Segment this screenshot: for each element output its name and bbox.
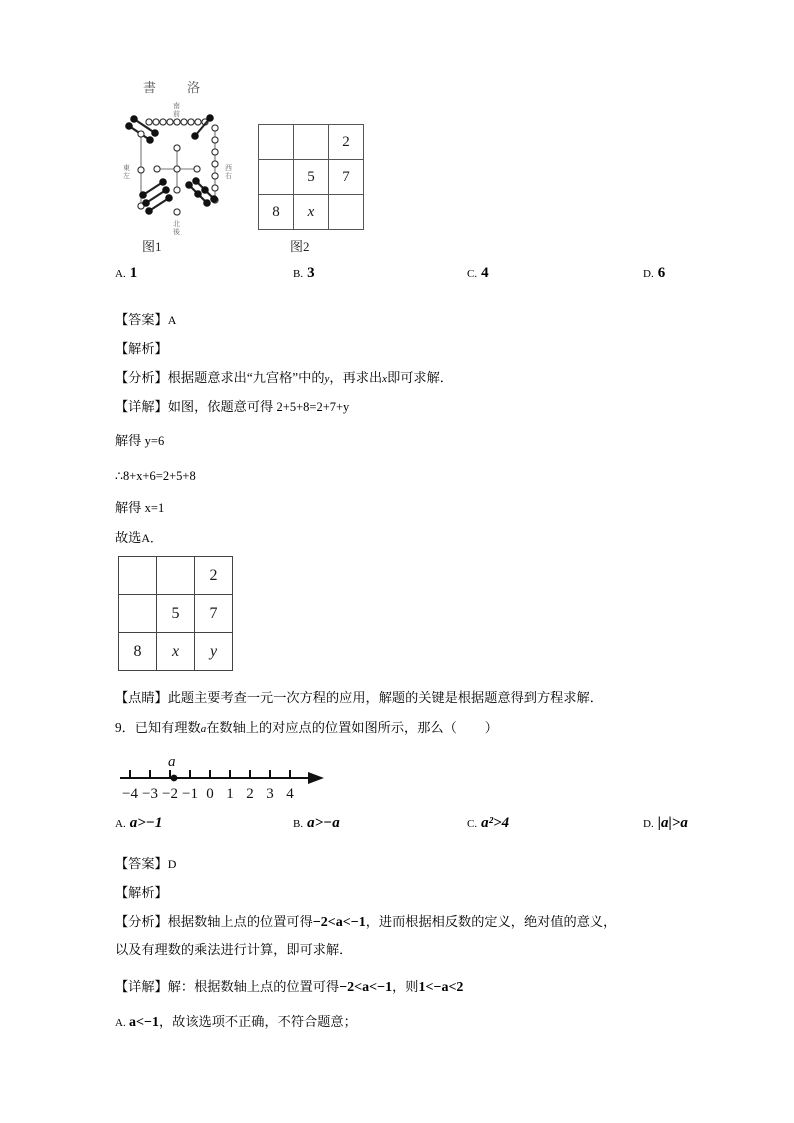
q9-choice-b-value: a>−a [307, 815, 340, 831]
q9-analysis-line-1 [115, 913, 740, 931]
tick-label-3: 3 [266, 786, 274, 802]
choice-a-value: 1 [129, 265, 138, 281]
q9-choice-d[interactable] [643, 815, 688, 832]
question9-choices [115, 815, 735, 841]
q9-choice-b[interactable] [293, 815, 340, 832]
choice-c[interactable] [467, 265, 489, 282]
nine-grid-figure2 [258, 124, 364, 230]
grid2-cell-0-0 [119, 557, 157, 595]
q8-answer-value: A [167, 313, 177, 327]
tick-label-0: 0 [206, 786, 214, 802]
q8-detail-equation: 2+5+8=2+7+y [276, 400, 350, 414]
grid1-cell-1-1: 5 [294, 160, 329, 195]
table-row [119, 557, 233, 595]
table-row [259, 195, 364, 230]
q9-choice-d-value: |a|>a [657, 815, 688, 831]
q8-detail-text: 如图，依题意可得 [167, 399, 274, 414]
q8-choose-line [115, 529, 740, 547]
grid2-cell-2-1: x [157, 633, 195, 671]
grid1-cell-1-0 [259, 160, 294, 195]
q8-analysis-text-d: 即可求解． [387, 370, 453, 385]
q9-detail-b: ，则 [392, 979, 419, 994]
q9-choice-a[interactable] [115, 815, 162, 832]
q9-detail-inequality-1: −2<a<−1 [339, 980, 393, 995]
grid2-cell-0-1 [157, 557, 195, 595]
grid2-cell-1-0 [119, 595, 157, 633]
direction-east: 東 [123, 164, 130, 172]
question9-stem [115, 719, 740, 738]
number-line-point-a [171, 775, 178, 782]
q9-optA-inequality: a<−1 [129, 1015, 159, 1030]
direction-north: 北 [173, 220, 180, 228]
q8-choose-label: 故选 [115, 530, 142, 545]
q9-stem-a: 已知有理数 [134, 720, 201, 735]
luoshu-title-left: 書 [143, 80, 157, 95]
q8-choose-value: A． [141, 531, 163, 545]
q9-stem-b: 在数轴上的对应点的位置如图所示，那么（ [206, 720, 457, 735]
q9-analysis-inequality: −2<a<−1 [312, 915, 366, 930]
tick-label--3: −3 [142, 786, 158, 802]
q8-analysis-quote: “九宫格” [246, 370, 299, 385]
q8-tip-label: 【点睛】 [115, 690, 168, 705]
q9-explain-label: 【解析】 [115, 885, 168, 900]
q9-choice-b-label: B. [293, 818, 304, 830]
choice-c-label: C. [467, 268, 478, 280]
q8-solve-x-equation: x=1 [144, 501, 165, 515]
number-line-point-label: a [168, 754, 176, 770]
q8-analysis-text-b: 中的 [298, 370, 325, 385]
q9-analysis-b: ，进而根据相反数的定义，绝对值的意义， [365, 914, 617, 929]
direction-right: 右 [225, 172, 232, 180]
q9-choice-c-label: C. [467, 818, 478, 830]
tick-label-4: 4 [286, 786, 294, 802]
choice-b[interactable] [293, 265, 315, 282]
luoshu-diagram [115, 78, 240, 256]
grid1-cell-2-1: x [294, 195, 329, 230]
grid1-cell-1-2: 7 [329, 160, 364, 195]
tick-label--1: −1 [182, 786, 198, 802]
choice-d-label: D. [643, 268, 654, 280]
q8-solve-x-line [115, 499, 740, 517]
choice-d-value: 6 [657, 265, 666, 281]
direction-left: 左 [123, 172, 130, 180]
q9-answer-value: D [167, 857, 177, 871]
q9-choice-c[interactable] [467, 815, 509, 832]
choice-a-label: A. [115, 268, 126, 280]
grid2-cell-1-2: 7 [195, 595, 233, 633]
luoshu-title-right: 洛 [187, 80, 201, 95]
grid2-cell-1-1: 5 [157, 595, 195, 633]
choice-b-value: 3 [307, 265, 315, 281]
grid2-cell-2-2: y [195, 633, 233, 671]
q8-solve-y-line [115, 432, 740, 450]
direction-front: 前 [173, 110, 180, 118]
q8-analysis-line [115, 369, 740, 388]
q9-number: 9． [115, 720, 135, 735]
q8-explain-label: 【解析】 [115, 341, 168, 356]
choice-b-label: B. [293, 268, 304, 280]
q9-choice-d-label: D. [643, 818, 654, 830]
q9-detail-line [115, 978, 740, 996]
grid1-cell-2-2 [329, 195, 364, 230]
q8-analysis-text-a: 根据题意求出 [167, 370, 247, 385]
grid1-cell-0-0 [259, 125, 294, 160]
number-line-figure [112, 752, 342, 810]
q9-stem-var: a [200, 723, 207, 735]
q9-optA-label: A. [115, 1017, 126, 1029]
table-row [259, 160, 364, 195]
q9-choice-c-value: a²>4 [481, 815, 510, 831]
q9-analysis-label: 【分析】 [115, 914, 168, 929]
grid2-cell-2-0: 8 [119, 633, 157, 671]
q9-answer-line [115, 855, 740, 873]
table-row [119, 633, 233, 671]
q9-analysis-a: 根据数轴上点的位置可得 [167, 914, 313, 929]
tick-label--2: −2 [162, 786, 178, 802]
tick-label-2: 2 [246, 786, 254, 802]
figure-block [115, 78, 375, 258]
tick-label--4: −4 [122, 786, 138, 802]
q9-stem-c: ） [484, 720, 498, 735]
table-row [259, 125, 364, 160]
q8-tip-line [115, 689, 740, 706]
q9-detail-inequality-2: 1<−a<2 [418, 980, 464, 995]
grid1-cell-0-2: 2 [329, 125, 364, 160]
q9-optA-text: ，故该选项不正确，不符合题意； [158, 1014, 357, 1029]
q8-analysis-label: 【分析】 [115, 370, 168, 385]
q9-detail-label: 【详解】 [115, 979, 168, 994]
q8-solve-x-label: 解得 [115, 500, 142, 515]
choice-d[interactable] [643, 265, 665, 282]
grid1-cell-2-0: 8 [259, 195, 294, 230]
choice-a[interactable] [115, 265, 137, 282]
nine-grid-table-2 [118, 556, 233, 671]
figure-caption-1: 图1 [142, 239, 162, 254]
q8-detail-label: 【详解】 [115, 399, 168, 414]
q8-solve-y-equation: y=6 [144, 434, 165, 448]
direction-south: 南 [173, 102, 180, 110]
nine-grid-table-1 [258, 124, 364, 230]
q8-answer-label: 【答案】 [115, 312, 168, 327]
q8-analysis-var-y: y [324, 373, 330, 385]
tick-label-1: 1 [226, 786, 234, 802]
q8-analysis-text-c: ，再求出 [329, 370, 383, 385]
grid1-cell-0-1 [294, 125, 329, 160]
q9-choice-a-value: a>−1 [129, 815, 163, 831]
q9-option-a-line [115, 1013, 740, 1032]
nine-grid-solution [118, 556, 233, 671]
q8-therefore-line: ∴8+x+6=2+5+8 [115, 469, 196, 483]
direction-west: 西 [225, 164, 232, 172]
q8-analysis-var-x: x [382, 373, 388, 385]
q8-detail-line [115, 398, 740, 416]
q9-analysis-line-2: 以及有理数的乘法进行计算，即可求解． [115, 942, 353, 957]
q8-tip-text: 此题主要考查一元一次方程的应用，解题的关键是根据题意得到方程求解． [167, 690, 603, 705]
q9-detail-a: 解：根据数轴上点的位置可得 [167, 979, 340, 994]
direction-back: 後 [173, 228, 180, 236]
q9-answer-label: 【答案】 [115, 856, 168, 871]
q9-choice-a-label: A. [115, 818, 126, 830]
q8-answer-line [115, 311, 740, 329]
figure-caption-2: 图2 [290, 239, 310, 254]
question8-choices [115, 265, 735, 291]
table-row [119, 595, 233, 633]
q8-solve-y-label: 解得 [115, 433, 142, 448]
choice-c-value: 4 [481, 265, 489, 281]
grid2-cell-0-2: 2 [195, 557, 233, 595]
